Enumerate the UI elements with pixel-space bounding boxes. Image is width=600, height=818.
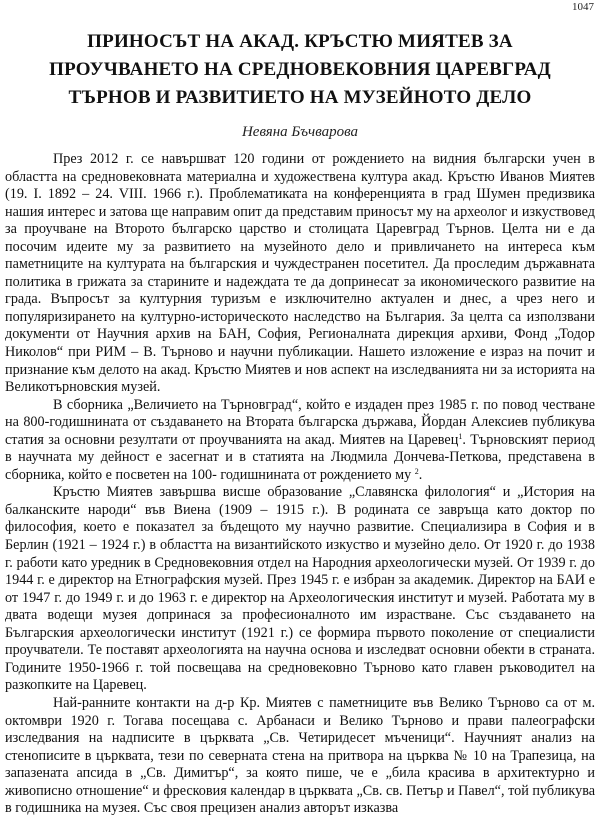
paragraph-1: През 2012 г. се навършват 120 години от рождението на видния български учен в областта на средновековната материална и художествена култура акад. Кръстю Иванов Миятев (19. I. 1892 – 24. VIII. 1966 г.). Проблематиката на конференцията в град Шумен предизвика нашия интерес и затова ще направим опит да представим приносът му на археолог и изкуствовед за проучване на Второто българско царство и столицата Царевград Търнов. Целта ни е да посочим идеите му за развитието на музейното дело и привличането на интереса към паметниците на културата на българския и чуждестранен посетител. Да проследим държавната политика в грижата за старините и надеждата те да допринесат за икономического развитие на града. Въпросът за културния туризъм е изключително актуален и днес, а чрез него и популяризирането на културно-историческото наследство на България. За целта са използвани документи от Научния архив на БАН, София, Регионалната дирекция архиви, Фонд „Тодор Николов“ при РИМ – В. Търново и научни публикации. Нашето изложение е израз на почит и признание към делото на акад. Кръстю Миятев и нов аспект на изследванията ни за историята на Великотърновския музей. <box>5 151 595 396</box>
footnote-ref-1[interactable]: 1 <box>458 431 463 441</box>
paragraph-2-text-a: В сборника „Величието на Търновград“, който е издаден през 1985 г. по повод честване на 800-годишнината от създаването на Втората българска държава, Йордан Алексиев публикува статия за основни резултати от проучванията на акад. Миятев на Царевец <box>5 396 595 448</box>
paragraph-2-text-c: . <box>418 466 423 483</box>
paragraph-2 <box>5 397 595 485</box>
title-line-2: ПРОУЧВАНЕТО НА СРЕДНОВЕКОВНИЯ ЦАРЕВГРАД <box>49 59 551 80</box>
author-name: Невяна Бъчварова <box>241 124 359 140</box>
article-body <box>5 151 595 818</box>
paragraph-3: Кръстю Миятев завършва висше образование „Славянска филология“ и „История на балканските народи“ във Виена (1909 – 1915 г.). В родината се завръща като доктор по философия, което е показател за бъдещото му научно развитие. Специализира в София и в Берлин (1921 – 1924 г.) в областта на византийското изкуство и музейно дело. От 1920 г. до 1938 г. работи като уредник в Средновековния отдел на Народния археологически музей. От 1939 г. до 1944 г. е директор на Етнографския музей. През 1945 г. е избран за академик. Директор на БАИ е от 1947 г. до 1949 г. и до 1963 г. е директор на Археологическия институт и музей. Работата му в двата водещи музея допринася за професионалното им израстване. Със създаването на Българския археологически институт (1921 г.) се формира първото поколение от специалисти проучватели. Те поставят археологията на научна основа и изследват основни обекти в страната. Годините 1950-1966 г. той посвещава на средновековно Търново като главен ръководител на разкопките на Царевец. <box>5 484 595 694</box>
title-line-1: ПРИНОСЪТ НА АКАД. КРЪСТЮ МИЯТЕВ ЗА <box>87 31 513 52</box>
paragraph-4: Най-ранните контакти на д-р Кр. Миятев с паметниците във Велико Търново са от м. октомври 1920 г. Тогава посещава с. Арбанаси и Велико Търново и прави палеографски изследвания на надписите в църквата „Св. Четиридесет мъченици“. Научният анализ на стенописите в църквата, тези по северната стена на притвора на църква № 10 на Трапезица, на запазената апсида в „Св. Димитър“, за която пише, че е „била красива в архитектурно и живописно отношение“ и фресковия календар в църквата „Св. св. Петър и Павел“, той публикува в годишника на музея. Със своя прецизен анализ авторът изказва <box>5 694 595 817</box>
article-title <box>0 28 600 112</box>
title-line-3: ТЪРНОВ И РАЗВИТИЕТО НА МУЗЕЙНОТО ДЕЛО <box>68 87 532 108</box>
page-number: 1047 <box>572 1 594 13</box>
paragraph-2-text-b: . Търновският период в научната му дейност е засегнат и в статията на Людмила Дончева-Петкова, представена в сборника, който е посветен на 100- годишнината от рождението му <box>5 431 595 483</box>
footnote-ref-2[interactable]: 2 <box>414 466 419 476</box>
